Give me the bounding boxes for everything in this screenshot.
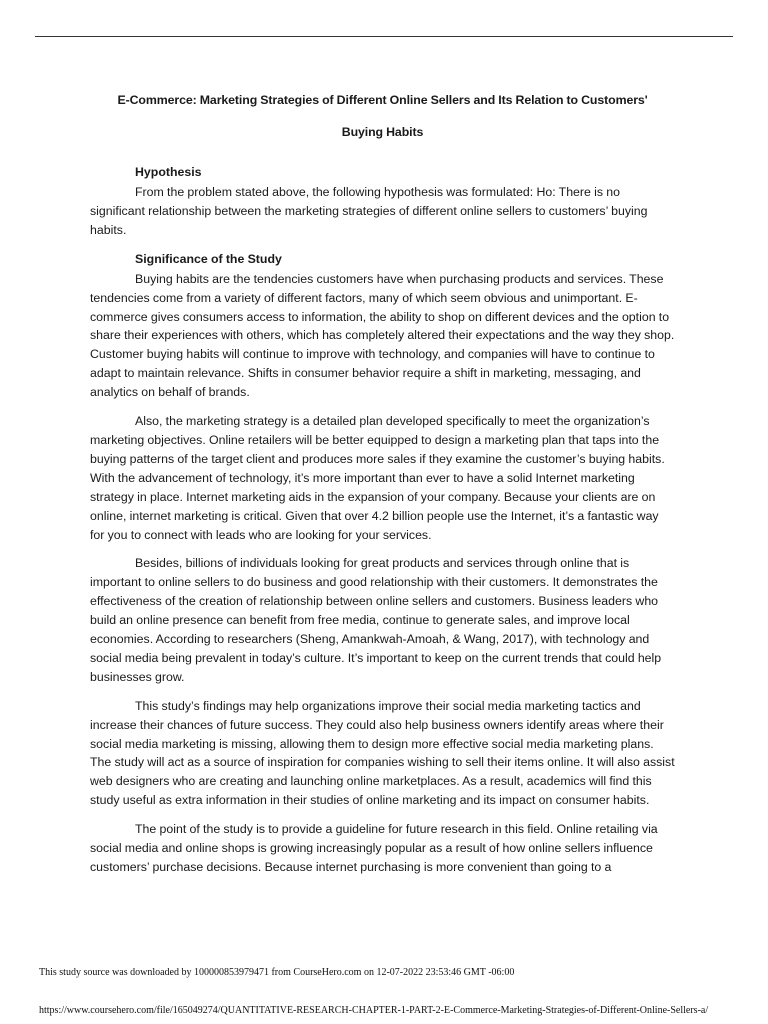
document-body [90, 92, 675, 887]
source-url-link[interactable]: https://www.coursehero.com/file/165049274/QUANTITATIVE-RESEARCH-CHAPTER-1-PART-2-E-Commerce-Marketing-Strategies-of-Different-Online-Sellers-a/ [39, 1005, 709, 1016]
hypothesis-paragraph: From the problem stated above, the following hypothesis was formulated: Ho: There is no significant relationship between the marketing strategies of different online sellers to customers’ buying habits. [90, 185, 648, 237]
body-paragraph: Also, the marketing strategy is a detailed plan developed specifically to meet the organization’s marketing objectives. Online retailers will be better equipped to design a marketing plan that taps into the buying patterns of the target client and produces more sales if they examine the customer’s buying habits. With the advancement of technology, it’s more important than ever to have a solid Internet marketing strategy in place. Internet marketing aids in the expansion of your company. Because your clients are on online, internet marketing is critical. Given that over 4.2 billion people use the Internet, it’s a fantastic way for you to connect with leads who are looking for your services. [90, 414, 665, 542]
title-line-1: E-Commerce: Marketing Strategies of Different Online Sellers and Its Relation to Customers' [117, 93, 648, 107]
body-paragraph: Buying habits are the tendencies customers have when purchasing products and services. These tendencies come from a variety of different factors, many of which seem obvious and unimportant. E-commerce gives consumers access to information, the ability to shop on different devices and the option to share their experiences with others, which has completely altered their expectations and the way they shop. Customer buying habits will continue to improve with technology, and companies will have to continue to adapt to maintain relevance. Shifts in consumer behavior require a shift in marketing, messaging, and analytics on behalf of brands. [90, 271, 675, 400]
title-line-2: Buying Habits [341, 125, 424, 139]
hypothesis-heading: Hypothesis [135, 165, 202, 179]
body-paragraph: Besides, billions of individuals looking for great products and services through online that is important to online sellers to do business and good relationship with their customers. It demonstrates the effectiveness of the creation of relationship between online sellers and customers. Business leaders who build an online presence can benefit from free media, continue to generate sales, and improve local economies. According to researchers (Sheng, Amankwah-Amoah, & Wang, 2017), with technology and social media being prevalent in today’s culture. It’s important to keep on the current trends that could help businesses grow. [90, 556, 662, 684]
download-notice: This study source was downloaded by 100000853979471 from CourseHero.com on 12-07-2022 23:53:46 GMT -06:00 [39, 967, 515, 978]
top-divider [35, 36, 733, 37]
document-title [90, 92, 675, 141]
significance-heading: Significance of the Study [135, 251, 282, 266]
body-paragraph: This study’s findings may help organizations improve their social media marketing tactics and increase their chances of future success. They could also help business owners identify areas where their social media marketing is missing, allowing them to design more effective social media marketing plans. The study will act as a source of inspiration for companies wishing to sell their items online. It will also assist web designers who are creating and launching online marketplaces. As a result, academics will find this study useful as extra information in their studies of online marketing and its impact on consumer habits. [90, 698, 675, 808]
body-paragraph: The point of the study is to provide a guideline for future research in this field. Online retailing via social media and online shops is growing increasingly popular as a result of how online sellers influence customers’ purchase decisions. Because internet purchasing is more convenient than going to a [90, 822, 658, 874]
